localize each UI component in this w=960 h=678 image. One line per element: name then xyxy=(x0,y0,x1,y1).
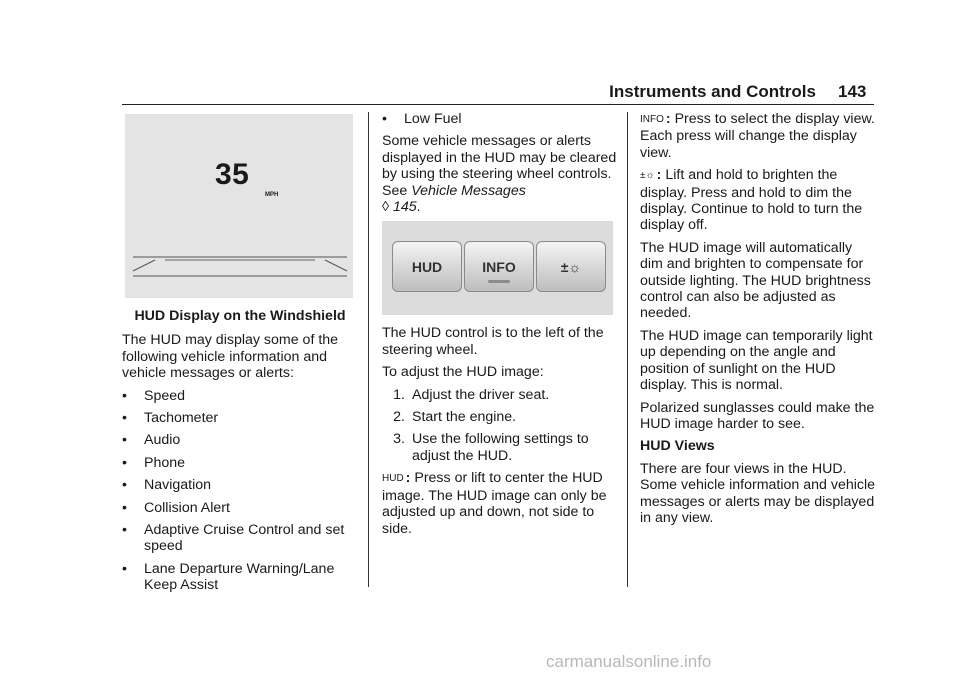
light-up-paragraph: The HUD image can temporarily light up depending on the angle and position of sunlight on the HUD display. This is normal. xyxy=(640,327,873,394)
list-item: • Adaptive Cruise Control and set speed xyxy=(122,522,345,555)
hud-views-heading: HUD Views xyxy=(640,438,715,455)
list-item: • Audio xyxy=(122,432,181,449)
sunglasses-paragraph: Polarized sunglasses could make the HUD image harder to see. xyxy=(640,399,875,432)
intro-text: The HUD may display some of the following vehicle information and vehicle messages or alerts: xyxy=(122,332,339,382)
hud-button-description: HUD : Press or lift to center the HUD image. The HUD image can only be adjusted up and down, not side to side. xyxy=(382,470,607,537)
list-item: • Phone xyxy=(122,454,186,471)
page-number: 143 xyxy=(838,82,867,101)
column-3 xyxy=(640,111,876,532)
page-ref[interactable]: 145 xyxy=(392,199,417,216)
control-location-text: The HUD control is to the left of the steering wheel. xyxy=(382,325,604,358)
list-item: • Navigation xyxy=(122,477,212,494)
hud-speed: 35 xyxy=(215,158,250,191)
hud-figure xyxy=(125,114,353,298)
list-item: • Collision Alert xyxy=(122,499,230,516)
list-item: • Low Fuel xyxy=(382,111,462,127)
watermark: carmanualsonline.info xyxy=(546,652,712,671)
adjust-intro: To adjust the HUD image: xyxy=(382,364,544,381)
hud-symbol-icon: HUD xyxy=(382,473,404,485)
brightness-icon: ±☼ xyxy=(640,170,655,182)
column-divider xyxy=(368,112,369,587)
button-indicator xyxy=(488,280,510,283)
brightness-description: ±☼ : Lift and hold to brighten the display. Press and hold to dim the display. Continue to hold to turn the display off. xyxy=(640,167,863,234)
page-ref-icon: ◊ xyxy=(382,199,390,216)
column-1 xyxy=(122,114,358,600)
list-item: 1. Adjust the driver seat. xyxy=(393,386,550,403)
column-2 xyxy=(382,111,618,543)
auto-dim-paragraph: The HUD image will automatically dim and brighten to compensate for outside lighting. The HUD brightness control can also be adjusted as needed. xyxy=(640,239,871,322)
list-item: • Tachometer xyxy=(122,410,219,427)
hud-speed-unit: MPH xyxy=(265,192,279,198)
list-item: • Lane Departure Warning/Lane Keep Assist xyxy=(122,560,335,594)
brightness-button: ±☼ xyxy=(536,241,606,292)
hud-windshield-lines xyxy=(125,114,353,298)
list-item: 2. Start the engine. xyxy=(393,409,517,426)
column-divider xyxy=(627,112,628,587)
figure-caption: HUD Display on the Windshield xyxy=(134,308,346,324)
hud-control-figure xyxy=(382,221,613,315)
section-title: Instruments and Controls xyxy=(609,82,816,101)
hud-button: HUD xyxy=(392,241,462,292)
messages-paragraph: Some vehicle messages or alerts displayed in the HUD may be cleared by using the steering wheel controls. See Vehicle Messages ◊ 145. xyxy=(382,133,617,216)
info-button-description: INFO : Press to select the display view. Each press will change the display view. xyxy=(640,111,875,161)
header-divider xyxy=(122,104,874,105)
vehicle-messages-link[interactable]: Vehicle Messages xyxy=(411,182,526,199)
hud-views-paragraph: There are four views in the HUD. Some vehicle information and vehicle messages or alerts may be displayed in any view. xyxy=(640,460,876,526)
info-symbol-icon: INFO xyxy=(640,114,664,125)
steps-list xyxy=(382,387,618,465)
list-item: 3. Use the following settings to adjust the HUD. xyxy=(393,431,589,464)
info-button: INFO xyxy=(464,241,534,292)
list-item: • Speed xyxy=(122,387,186,404)
